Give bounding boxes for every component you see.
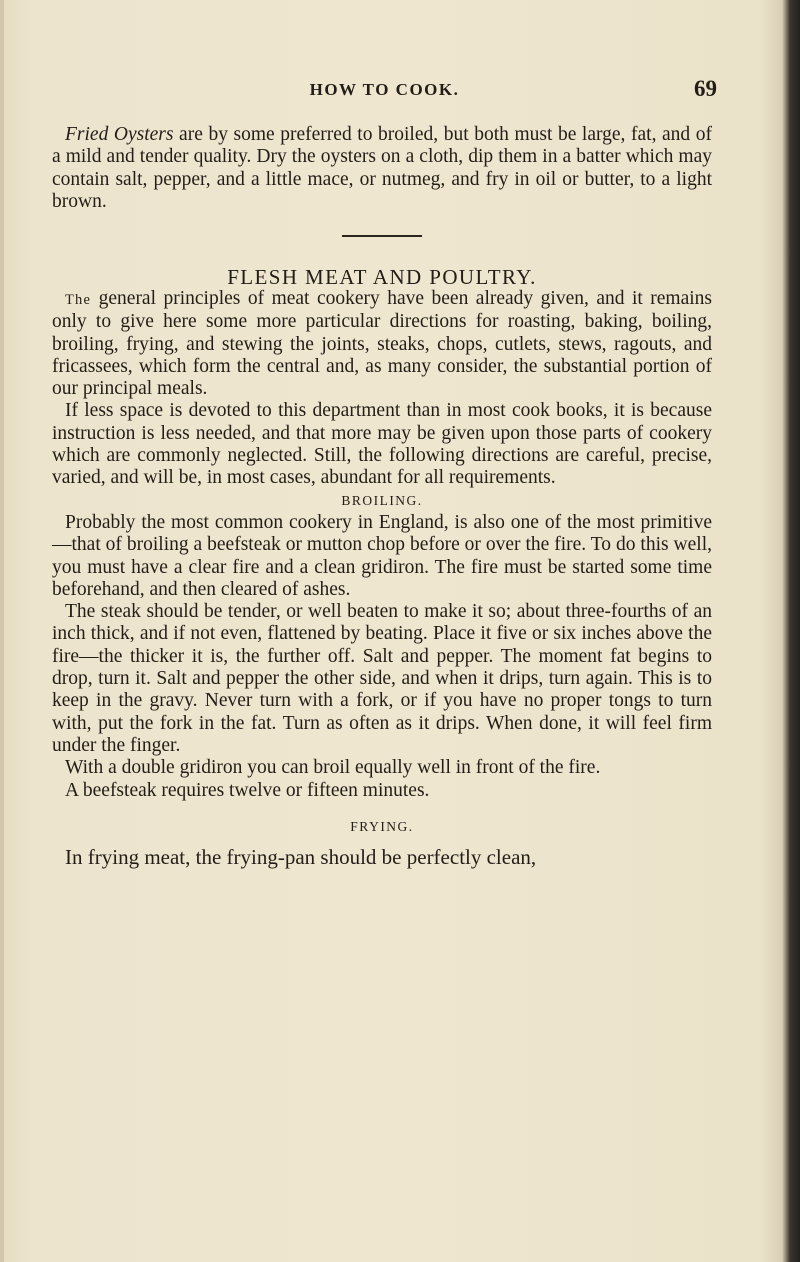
meat-intro-lead: The [65,291,92,308]
oysters-lead: Fried Oysters [65,124,174,145]
section-divider-rule [342,235,422,237]
broiling-paragraph-4: A beefsteak requires twelve or fifteen minutes. [65,779,430,801]
broiling-paragraph-1: Probably the most common cookery in England, is also one of the most primitive—that of broiling a beefsteak or mutton chop before or over the fire. To do this well, you must have a clear fire and a clean gridiron. The fire must be started some time beforehand, and then cleared of ashes. [52,511,712,600]
oysters-text: are by some preferred to broiled, but both must be large, fat, and of a mild and tender quality. Dry the oysters on a cloth, dip them in a batter which may contain salt, pepper, and a little mace, or nutmeg, and fry in oil or butter, to a light brown. [52,124,712,212]
meat-intro-paragraph [52,288,712,400]
running-head [52,76,717,110]
meat-intro-text: general principles of meat cookery have been already given, and it remains only to give here some more particular directions for roasting, baking, boiling, broiling, frying, and stewing the joints, steaks, chops, cutlets, stews, ragouts, and fricassees, which form the central and, as many consider, the substantial portion of our principal meals. [52,287,712,400]
frying-paragraph-1: In frying meat, the frying-pan should be perfectly clean, [65,845,537,870]
section-heading: FLESH MEAT AND POULTRY. [227,264,537,289]
oysters-paragraph [52,124,712,213]
page-gutter-edge [0,0,4,1262]
running-title: HOW TO COOK. [309,80,460,99]
broiling-paragraph-3: With a double gridiron you can broil equally well in front of the fire. [65,757,601,779]
page-body [52,124,712,868]
broiling-heading: BROILING. [341,492,423,508]
broiling-paragraph-2: The steak should be tender, or well beaten to make it so; about three-fourths of an inch thick, and if not even, flattened by beating. Place it five or six inches above the fire—the thicker it is, the further off. Salt and pepper. The moment fat begins to drop, turn it. Salt and pepper the other side, and when it drips, turn again. This is to keep in the gravy. Never turn with a fork, or if you have no proper tongs to turn with, put the fork in the fat. Turn as often as it drips. When done, it will feel firm under the finger. [52,601,712,756]
meat-space-paragraph: If less space is devoted to this department than in most cook books, it is because instruction is less needed, and that more may be given upon those parts of cookery which are commonly neglected. Still, the following directions are careful, precise, varied, and will be, in most cases, abundant for all requirements. [52,400,712,489]
page-number: 69 [694,76,717,101]
frying-heading: FRYING. [350,818,414,834]
